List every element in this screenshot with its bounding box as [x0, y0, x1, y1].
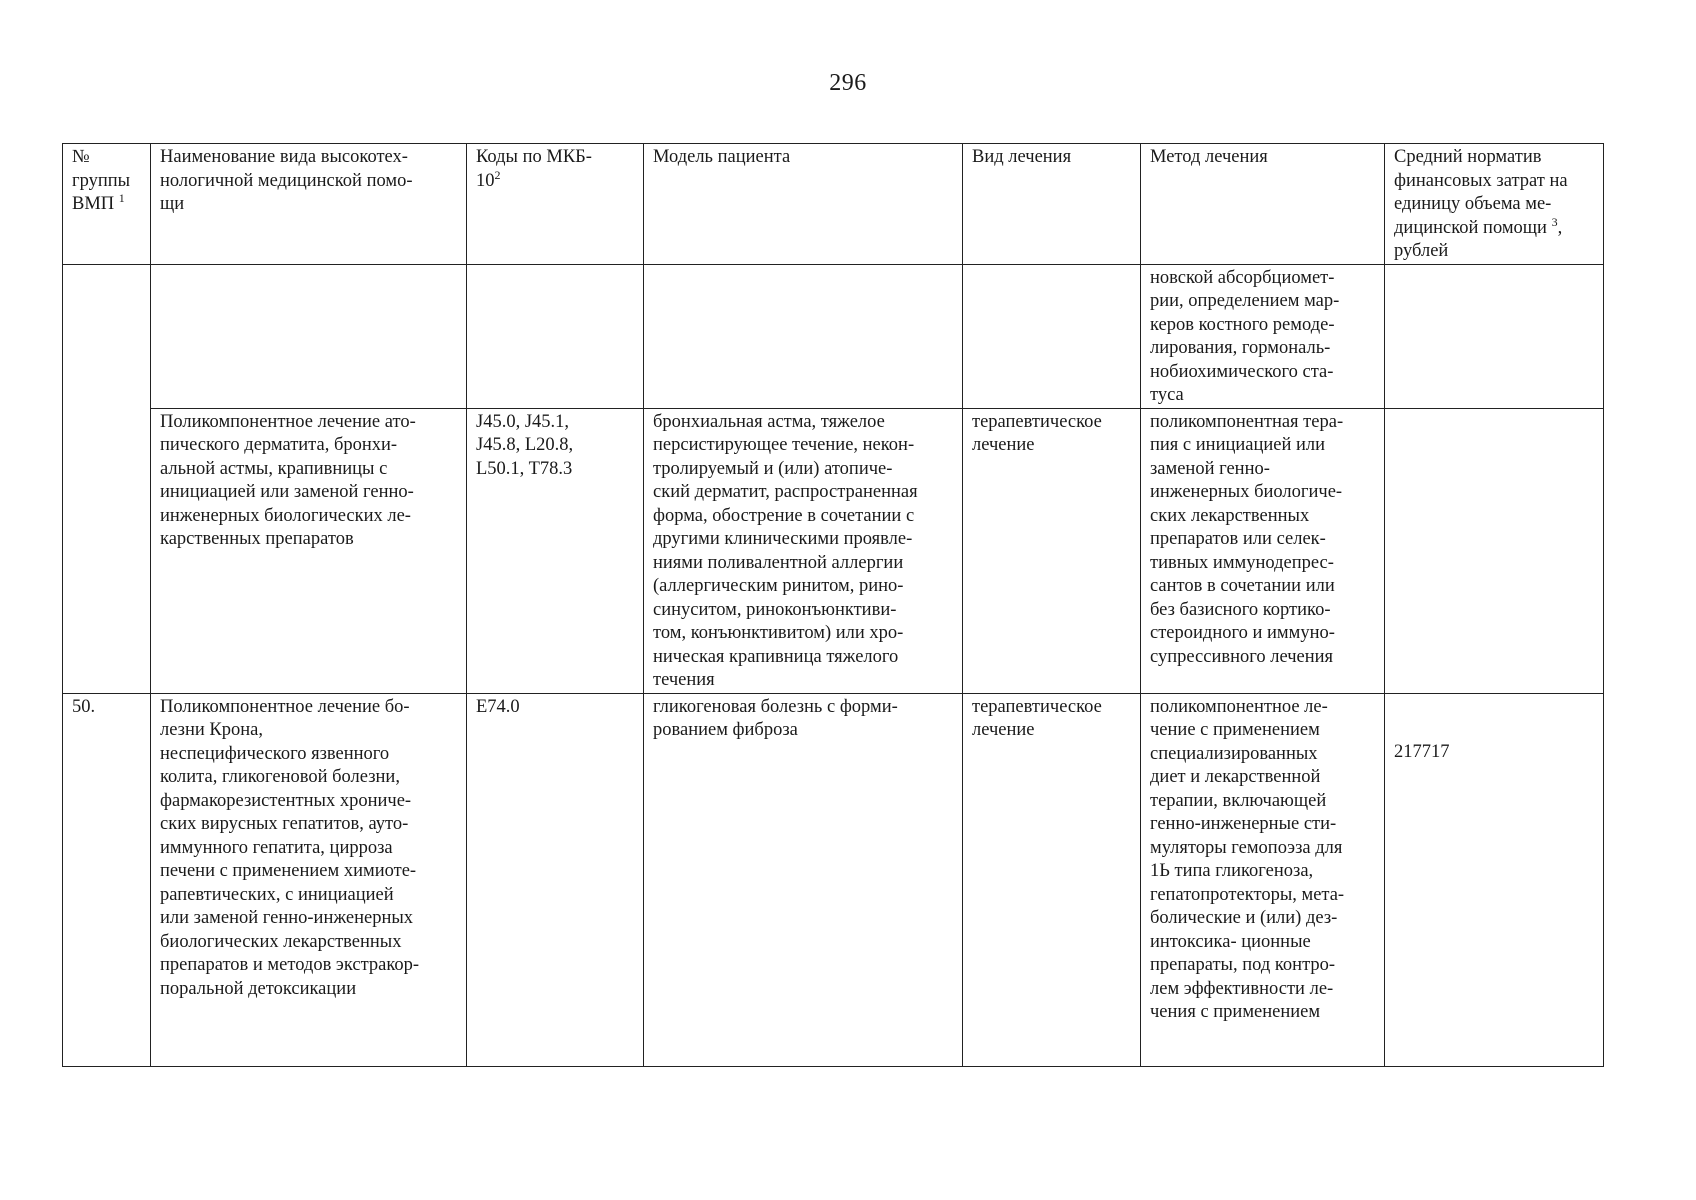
- cell-vmp-name: Поликомпонентное лечение ато- пического дерматита, бронхи- альной астмы, крапивницы с инициацией или заменой генно- инженерных биологических ле- карственных препаратов: [151, 408, 467, 693]
- table-row: [63, 408, 1604, 693]
- vmp-table: [62, 143, 1604, 1067]
- cell-patient-model: бронхиальная астма, тяжелое персистирующее течение, некон- тролируемый и (или) атопиче- ский дерматит, распространенная форма, обострение в сочетании с другими клиническими проявле- ниями поливалентной аллергии (аллергическим ринитом, рино- синуситом, риноконъюнктиви- том, конъюнктивитом) или хро- ническая крапивница тяжелого течения: [644, 408, 963, 693]
- cell-patient-model: [644, 264, 963, 408]
- cell-icd-codes: E74.0: [467, 693, 644, 1066]
- cell-vmp-name: Поликомпонентное лечение бо- лезни Крона, неспецифического язвенного колита, гликогеновой болезни, фармакорезистентных хрониче- ских вирусных гепатитов, ауто- иммунного гепатита, цирроза печени с применением химиоте- рапевтических, с инициацией или заменой генно-инженерных биологических лекарственных препаратов и методов экстракор- поральной детоксикации: [151, 693, 467, 1066]
- cell-icd-codes: J45.0, J45.1, J45.8, L20.8, L50.1, T78.3: [467, 408, 644, 693]
- header-cost-norm: Средний норматив финансовых затрат на единицу объема ме- дицинской помощи $^3$, рублей: [1385, 144, 1604, 265]
- cell-treatment-type: терапевтическое лечение: [963, 408, 1141, 693]
- cell-cost-norm: [1385, 408, 1604, 693]
- cell-cost-norm: 217717: [1385, 693, 1604, 1066]
- cell-patient-model: гликогеновая болезнь с форми- рованием фиброза: [644, 693, 963, 1066]
- cell-treatment-method: поликомпонентная тера- пия с инициацией или заменой генно- инженерных биологиче- ских лекарственных препаратов или селек- тивных иммунодепрес- сантов в сочетании или без базисного кортико- стероидного и иммуно- супрессивного лечения: [1141, 408, 1385, 693]
- header-patient-model: Модель пациента: [644, 144, 963, 265]
- cell-treatment-method: поликомпонентное ле- чение с применением специализированных диет и лекарственной терапии, включающей генно-инженерные сти- муляторы гемопоэза для 1Ь типа гликогеноза, гепатопротекторы, мета- болические и (или) дез- интоксика- ционные препараты, под контро- лем эффективности ле- чения с применением: [1141, 693, 1385, 1066]
- header-row: [63, 144, 1604, 265]
- cell-icd-codes: [467, 264, 644, 408]
- cell-group-number: 50.: [63, 693, 151, 1066]
- header-vmp-name: Наименование вида высокотех- нологичной медицинской помо- щи: [151, 144, 467, 265]
- cell-treatment-type: терапевтическое лечение: [963, 693, 1141, 1066]
- cell-vmp-name: [151, 264, 467, 408]
- cell-treatment-method: новской абсорбциомет- рии, определением мар- керов костного ремоде- лирования, гормональ- нобиохимического ста- туса: [1141, 264, 1385, 408]
- header-treatment-method: Метод лечения: [1141, 144, 1385, 265]
- header-group-number: № группы ВМП $^1$: [63, 144, 151, 265]
- page-number: 296: [829, 70, 867, 96]
- header-icd-codes: Коды по МКБ- $10^2$: [467, 144, 644, 265]
- cell-treatment-type: [963, 264, 1141, 408]
- header-treatment-type: Вид лечения: [963, 144, 1141, 265]
- table-row: [63, 264, 1604, 408]
- cell-group-number: [63, 264, 151, 693]
- cell-cost-norm: [1385, 264, 1604, 408]
- table-row: [63, 693, 1604, 1066]
